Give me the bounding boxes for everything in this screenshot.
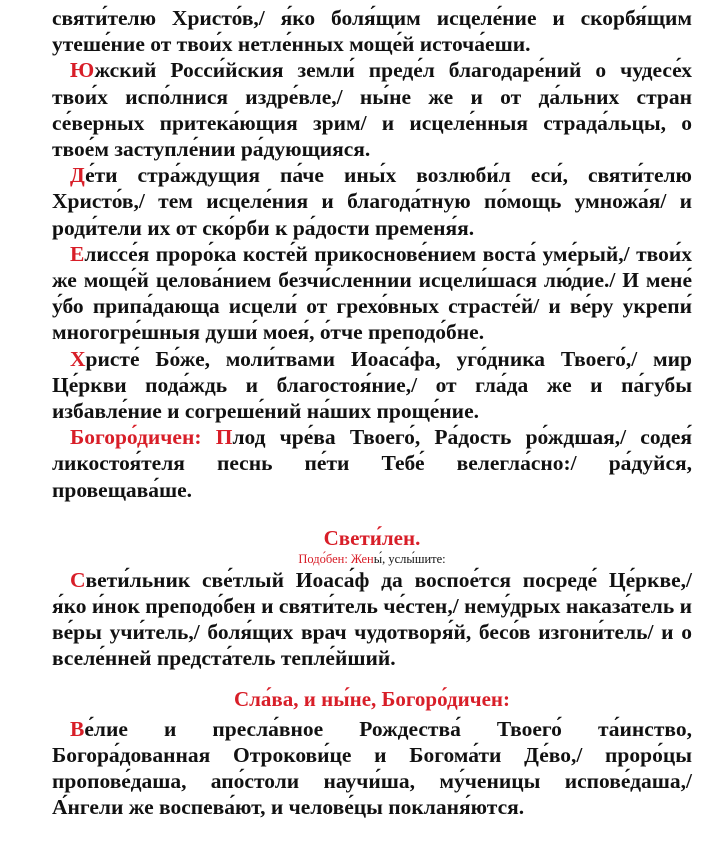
paragraph-text: лиссе́я проро́ка косте́й прикоснове́нием воста́ уме́рый,/ твои́х же моще́й целова́нием безчи́сленнии исцели́шася лю́дие./ И мене́ у́бо припа́дающа исцели́ от грехо́вных страсте́й/ и ве́ру укрепи́ многогре́шныя души́ моея́, о́тче преподо́бне.	[52, 241, 692, 345]
paragraph-text: святи́телю Христо́в,/ я́ко боля́щим исцеле́ние и скорбя́щим утеше́ние от твои́х нетле́нных моще́й источа́еши.	[52, 6, 692, 57]
drop-initial: П	[215, 425, 233, 450]
paragraph-suffering-children	[52, 162, 692, 241]
paragraph-continuation	[52, 5, 692, 57]
spacer	[52, 503, 692, 525]
drop-initial: С	[70, 567, 86, 592]
paragraph-text: е́лие и пресла́вное Рождества́ Твоего́ та́инство, Богора́дованная Отрокови́це и Богома́ти Де́во,/ проро́цы пропове́даша, апо́столи научи́ша, му́ченицы испове́даша,/ А́нгели же воспева́ют, и челове́цы покланя́ются.	[52, 716, 692, 820]
paragraph-svetilen	[52, 567, 692, 672]
paragraph-elisha	[52, 241, 692, 346]
drop-initial: В	[70, 716, 85, 741]
paragraph-southern-land	[52, 57, 692, 162]
paragraph-text: вети́льник све́тлый Иоаса́ф да воспое́тся посреде́ Це́ркве,/ я́ко и́нок преподо́бен и святи́тель че́стен,/ нему́дрых наказа́тель и ве́ры учи́тель,/ боля́щих врач чудотворя́й, бесо́в изгони́тель/ и о вселе́нней предста́тель тепле́йший.	[52, 567, 692, 671]
drop-initial: Д	[70, 163, 86, 188]
svetilen-heading: Свети́лен.	[323, 525, 421, 550]
drop-initial: Е	[70, 241, 85, 266]
spacer	[52, 672, 692, 686]
paragraph-text: е́ти стра́ждущия па́че ины́х возлюби́л еси́, святи́телю Христо́в,/ тем исцеле́ния и благода́тную по́мощь умножа́я/ и роди́тели их от ско́рби к ра́дости пременя́я.	[52, 163, 692, 240]
paragraph-theotokion	[52, 424, 692, 503]
drop-initial: Ю	[70, 58, 95, 83]
theotokion-label: Богоро́дичен:	[70, 425, 216, 450]
paragraph-christ-god	[52, 346, 692, 425]
podoben-line	[52, 551, 692, 567]
slava-heading: Сла́ва, и ны́не, Богоро́дичен:	[233, 686, 510, 711]
page-content	[52, 5, 692, 820]
paragraph-text: лод чре́ва Твоего́, Ра́дость ро́ждшая,/ содея́ ликостоя́теля песнь пе́ти Тебе́ велегла́сно:/ ра́дуйся, провещава́ше.	[52, 425, 692, 502]
paragraph-text: жский Росси́йския земли́ преде́л благодаре́ний о чудесе́х твои́х испо́лнися издре́вле,/ ны́не же и от да́льних стран се́верных притека́ющия зрим/ и исцеле́нныя страда́льцы, о твое́м заступле́нии ра́дующияся.	[52, 58, 692, 162]
podoben-text: ы́, услы́шите:	[373, 551, 446, 566]
podoben-label: Подо́бен: Жен	[298, 551, 374, 566]
paragraph-text: ристе́ Бо́же, моли́твами Иоаса́фа, уго́дника Твоего́,/ мир Це́ркви пода́ждь и благостоя́ние,/ от гла́да же и па́губы избавле́ние и согреше́ний на́ших проще́ние.	[52, 346, 692, 424]
drop-initial: Х	[70, 346, 86, 371]
paragraph-slava	[52, 716, 692, 821]
